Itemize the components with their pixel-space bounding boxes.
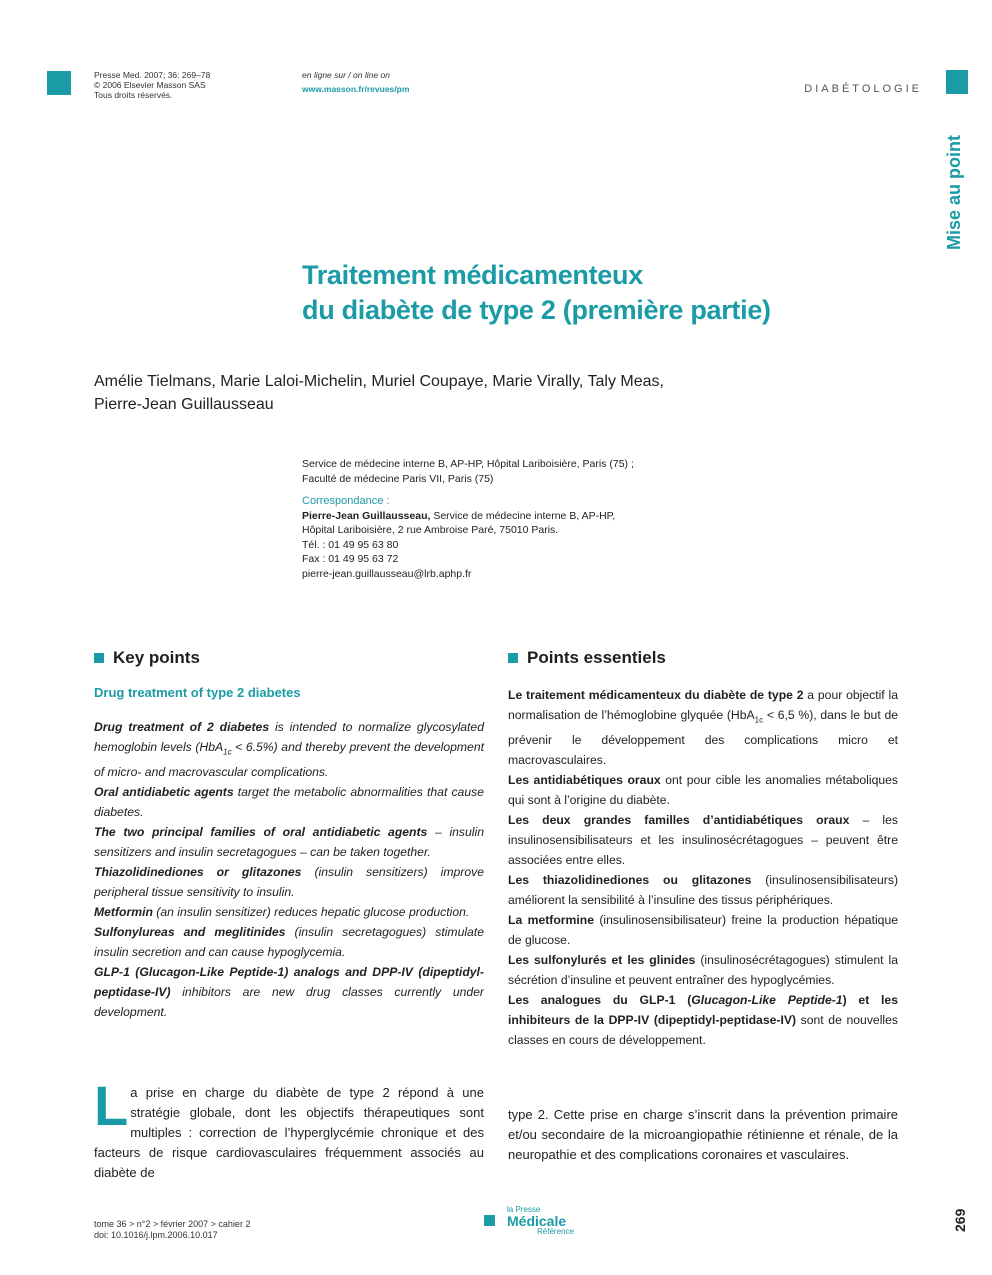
pe-p1-sub: 1c — [754, 715, 764, 725]
kp-p3-text: – insulin sensitizers and insulin secretagogues – can be taken together. — [94, 825, 485, 860]
body-column-1 — [94, 1074, 484, 1183]
kp-p6-text: (insulin secretagogues) stimulate insulin secretion and can cause hypoglycemia. — [94, 925, 485, 960]
kp-paragraph-4 — [94, 862, 484, 902]
kp-paragraph-3 — [94, 822, 484, 862]
corner-square-right — [946, 70, 968, 94]
pe-p2-bold: Les antidiabétiques oraux — [508, 773, 661, 788]
kp-p1-bold: Drug treatment of 2 diabetes — [94, 720, 270, 734]
kp-p4-text: (insulin sensitizers) improve peripheral tissue sensitivity to insulin. — [94, 865, 484, 900]
pe-paragraph-2 — [508, 770, 898, 810]
kp-p6-bold: Sulfonylureas and meglitinides — [94, 925, 286, 940]
pe-p4-bold: Les thiazolidinediones ou glitazones — [508, 873, 752, 888]
authors — [94, 370, 914, 416]
key-points-heading-text: Key points — [113, 648, 200, 667]
body-column-2 — [508, 1105, 898, 1165]
corr-fax: Fax : 01 49 95 63 72 — [302, 553, 399, 565]
points-essentiels-heading — [508, 648, 898, 668]
authors-line-2: Pierre-Jean Guillausseau — [94, 396, 274, 413]
kp-p1-text-a: is intended to normalize glycosylated hemoglobin levels (HbA — [94, 720, 484, 754]
page-number: 269 — [952, 1208, 968, 1232]
affiliation-line-1: Service de médecine interne B, AP-HP, Hôpital Lariboisière, Paris (75) ; — [302, 458, 634, 470]
square-bullet-icon — [94, 653, 104, 663]
pe-paragraph-4 — [508, 870, 898, 910]
corner-square-left — [47, 71, 71, 95]
article-title — [302, 258, 922, 328]
corr-addr-1: Service de médecine interne B, AP-HP, — [430, 509, 616, 522]
key-points-section — [94, 648, 484, 1022]
drop-cap: L — [94, 1074, 129, 1137]
kp-p5-bold: Metformin — [94, 905, 153, 920]
pe-p7-text: sont de nouvelles classes en cours de développement. — [508, 1013, 898, 1048]
pe-paragraph-5 — [508, 910, 898, 950]
key-points-heading — [94, 648, 484, 668]
pe-p3-bold: Les deux grandes familles d’antidiabétiques oraux — [508, 813, 850, 828]
logo-top: la Presse — [507, 1205, 541, 1214]
logo-square-icon — [484, 1215, 495, 1226]
footer-issue: tome 36 > n°2 > février 2007 > cahier 2 — [94, 1219, 251, 1229]
online-url[interactable]: www.masson.fr/revues/pm — [302, 84, 410, 94]
correspondence-label: Correspondance : — [302, 495, 390, 507]
kp-p3-bold: The two principal families of oral antidiabetic agents — [94, 825, 428, 840]
body-col1-text: a prise en charge du diabète de type 2 répond à une stratégie globale, dont les objectifs thérapeutiques sont multiples : correction de l’hyperglycémie chronique et des facteurs de risque cardiovasculaires fréquemment associés au diabète de — [94, 1085, 484, 1180]
pe-p2-text: ont pour cible les anomalies métaboliques qui sont à l’origine du diabète. — [508, 773, 899, 808]
side-label: Mise au point — [944, 134, 964, 250]
pe-p7-bold-italic: Glucagon-Like Peptide-1 — [691, 993, 843, 1008]
rights: Tous droits réservés. — [94, 90, 173, 100]
journal-meta — [94, 70, 210, 100]
corr-tel: Tél. : 01 49 95 63 80 — [302, 538, 399, 551]
pe-p7-bold-a: Les analogues du GLP-1 ( — [508, 993, 692, 1008]
footer-doi: doi: 10.1016/j.lpm.2006.10.017 — [94, 1230, 218, 1240]
kp-paragraph-2 — [94, 782, 484, 822]
pe-p1-text-a: a pour objectif la normalisation de l’hémoglobine glyquée (HbA — [508, 688, 898, 722]
pe-paragraph-3 — [508, 810, 898, 870]
kp-paragraph-6 — [94, 922, 484, 962]
key-points-text — [94, 717, 484, 1022]
affiliation — [302, 457, 902, 581]
logo-bottom: Référence — [537, 1227, 574, 1236]
body-col2-text: type 2. Cette prise en charge s’inscrit dans la prévention primaire et/ou secondaire de la microangiopathie rétinienne et rénale, de la neuropathie et des complications coronaires et vasculaires. — [508, 1107, 898, 1162]
kp-paragraph-1 — [94, 717, 484, 782]
pe-p1-bold: Le traitement médicamenteux du diabète de type 2 — [508, 688, 804, 702]
footer-meta — [94, 1219, 250, 1241]
points-essentiels-section — [508, 648, 898, 1050]
pe-p3-text: – les insulinosensibilisateurs et les insulinosécrétagogues – peuvent être associées entre elles. — [508, 813, 898, 868]
corr-name: Pierre-Jean Guillausseau, — [302, 509, 431, 522]
logo-main: Médicale — [507, 1213, 567, 1229]
kp-paragraph-5 — [94, 902, 484, 922]
key-points-subtitle: Drug treatment of type 2 diabetes — [94, 685, 301, 700]
authors-line-1: Amélie Tielmans, Marie Laloi-Michelin, Muriel Coupaye, Marie Virally, Taly Meas, — [94, 373, 664, 390]
points-essentiels-text — [508, 685, 898, 1050]
kp-p1-sub: 1c — [223, 747, 232, 757]
pe-p5-text: (insulinosensibilisateur) freine la production hépatique de glucose. — [508, 913, 899, 948]
section-label: DIABÉTOLOGIE — [804, 83, 922, 95]
online-meta — [302, 70, 409, 94]
pe-p1-text-b: < 6,5 %), dans le but de prévenir le développement des complications micro et macrovasculaires. — [508, 708, 899, 768]
kp-p7-text: inhibitors are new drug classes currently under development. — [94, 985, 484, 1020]
pe-p5-bold: La metformine — [508, 913, 594, 928]
kp-p2-bold: Oral antidiabetic agents — [94, 785, 234, 800]
corr-name-line — [302, 509, 902, 524]
kp-p1-text-b: < 6.5%) and thereby prevent the development of micro- and macrovascular complications. — [94, 740, 484, 780]
corr-email[interactable]: pierre-jean.guillausseau@lrb.aphp.fr — [302, 567, 472, 580]
kp-p5-text: (an insulin sensitizer) reduces hepatic glucose production. — [152, 905, 470, 920]
kp-p7-bold: GLP-1 (Glucagon-Like Peptide-1) analogs and DPP-IV (dipeptidyl-peptidase-IV) — [94, 965, 484, 1000]
kp-p4-bold: Thiazolidinediones or glitazones — [94, 865, 302, 880]
pe-p4-text: (insulinosensibilisateurs) améliorent la sensibilité à l’insuline des tissus périphériques. — [508, 873, 898, 908]
journal-logo — [507, 1206, 574, 1236]
pe-paragraph-7 — [508, 990, 898, 1050]
points-essentiels-heading-text: Points essentiels — [527, 648, 666, 667]
title-line-2: du diabète de type 2 (première partie) — [302, 295, 771, 325]
affiliation-line-2: Faculté de médecine Paris VII, Paris (75) — [302, 472, 494, 485]
pe-paragraph-1 — [508, 685, 898, 770]
title-line-1: Traitement médicamenteux — [302, 260, 643, 290]
journal-ref: Presse Med. 2007; 36: 269–78 — [94, 70, 211, 80]
kp-p2-text: target the metabolic abnormalities that cause diabetes. — [94, 785, 484, 820]
pe-p6-bold: Les sulfonylurés et les glinides — [508, 953, 696, 968]
pe-paragraph-6 — [508, 950, 898, 990]
copyright: © 2006 Elsevier Masson SAS — [94, 80, 206, 90]
square-bullet-icon — [508, 653, 518, 663]
pe-p7-bold-b: ) et les inhibiteurs de la DPP-IV (dipeptidyl-peptidase-IV) — [508, 993, 898, 1028]
online-label: en ligne sur / on line on — [302, 70, 390, 80]
pe-p6-text: (insulinosécrétagogues) stimulent la sécrétion d’insuline et peuvent entraîner des hypoglycémies. — [508, 953, 898, 988]
kp-paragraph-7 — [94, 962, 484, 1022]
corr-addr-2: Hôpital Lariboisière, 2 rue Ambroise Paré, 75010 Paris. — [302, 524, 559, 536]
